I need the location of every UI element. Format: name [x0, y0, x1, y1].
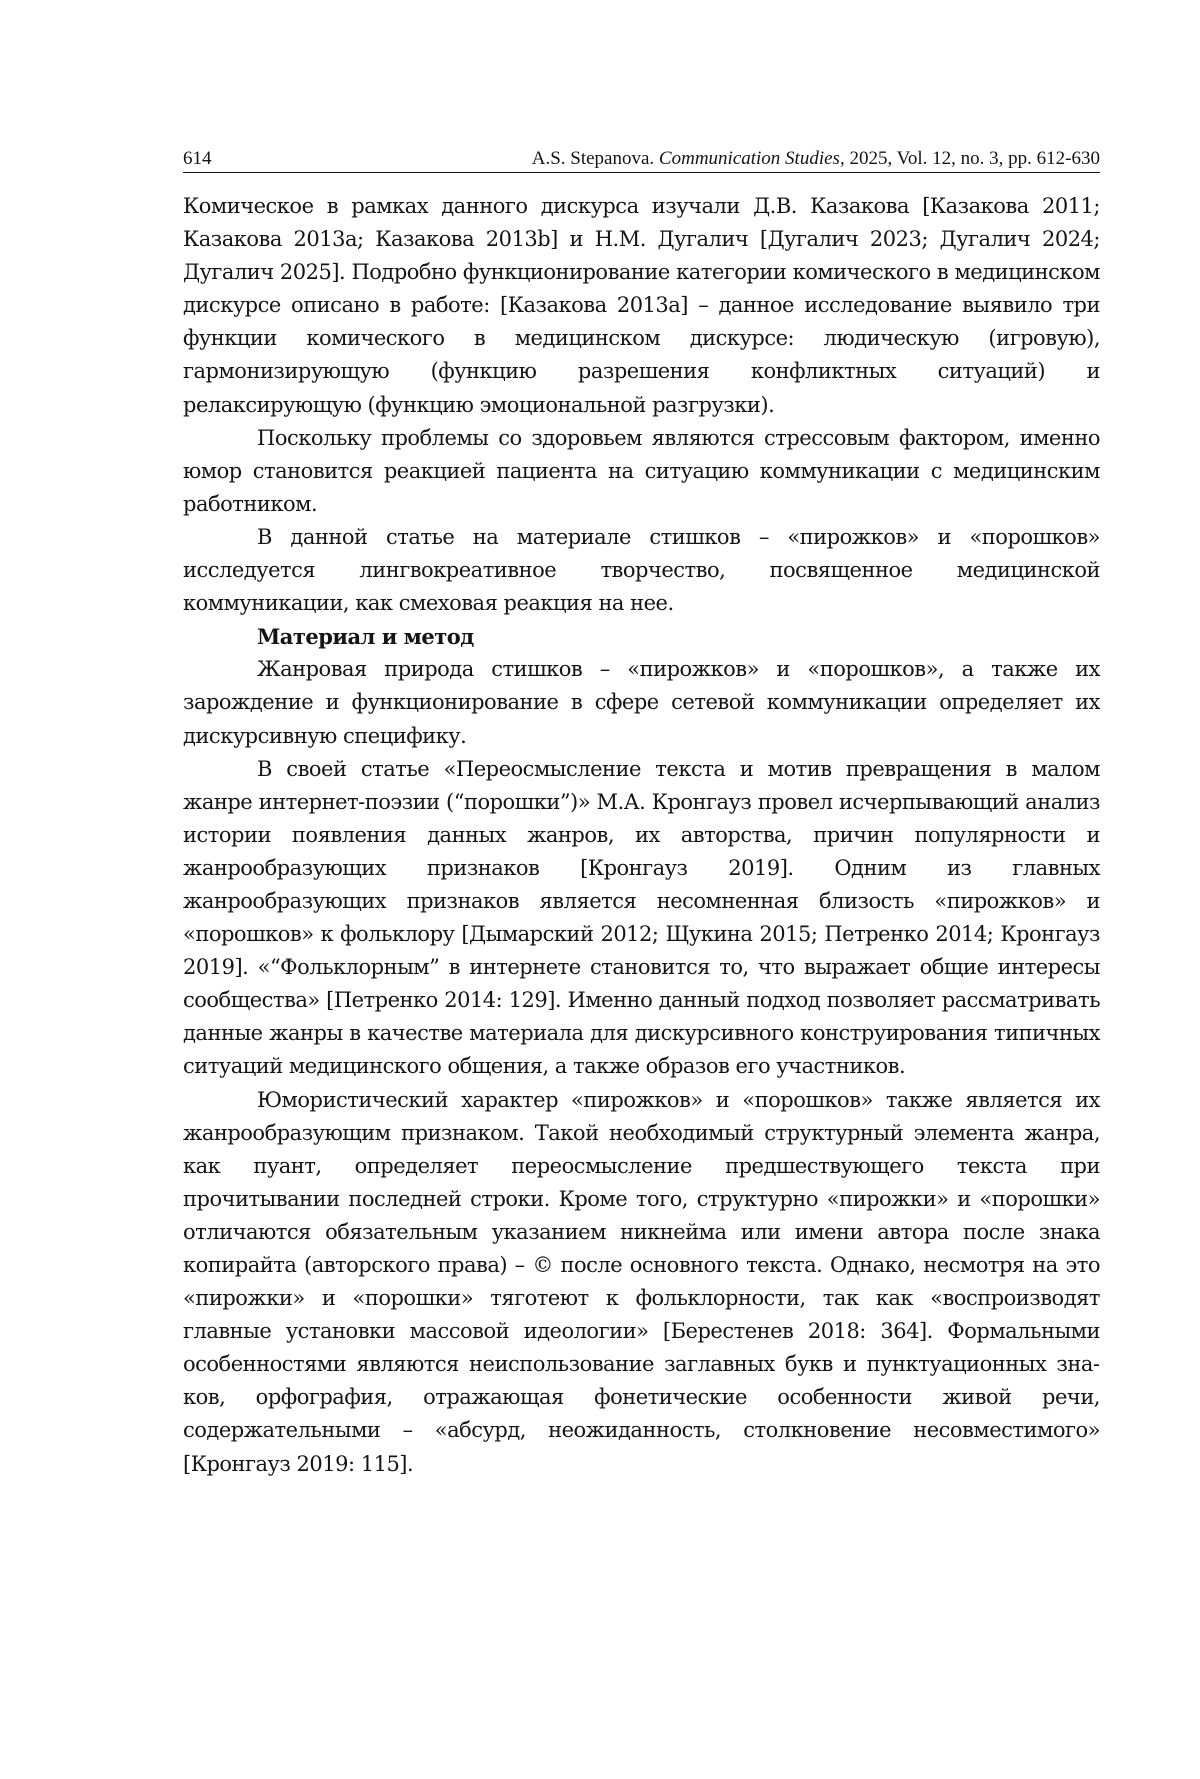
paragraph-krongauz-analysis: В своей статье «Переосмысление текста и мотив превращения в малом жанре интернет-поэзии (“порошки”)» М.А. Кронгауз провел исчерпывающий анализ истории появления данных жанров, их авторства, причин популярности и жанрообразующих признаков [Кронгауз 2019]. Одним из главных жанрообразующих признаков является несомненная близость «пирожков» и «порошков» к фольклору [Дымарский 2012; Щукина 2015; Петренко 2014; Кронгауз 2019]. «“Фольклорным” в интернете становится то, что выражает общие интересы сообщества» [Петренко 2014: 129]. Именно данный подход позволяет рассматривать данные жанры в качестве материала для дискурсивного конструирования типичных ситуаций медицинского общения, а также образов его участников.: [183, 756, 1100, 1079]
running-head-details: , 2025, Vol. 12, no. 3, pp. 612-630: [839, 148, 1100, 169]
paragraph-comic-studies: Комическое в рамках данного дискурса изучали Д.В. Казакова [Казакова 2011; Казакова 2013a; Казакова 2013b] и Н.М. Дугалич [Дугалич 2023; Дугалич 2024; Дугалич 2025]. Подробно функционирование категории комического в медицинском дискурсе описано в работе: [Казакова 2013a] – данное исследование выявило три функции комического в медицинском дискурсе: людическую (игровую), гармонизирующую (функцию разрешения конфликтных ситуаций) и релаксирующую (функцию эмоциональной разгрузки).: [183, 194, 1100, 417]
paragraph-genre-nature: Жанровая природа стишков – «пирожков» и «порошков», а также их зарождение и функционирование в сфере сетевой коммуникации определяет их дискурсивную специфику.: [183, 657, 1100, 748]
page-number: 614: [183, 148, 212, 169]
section-heading: Материал и метод: [257, 624, 474, 650]
article-body: [183, 190, 1100, 1481]
paragraph-humorous-character: Юмористический характер «пирожков» и «порошков» также является их жанрообразующим признаком. Такой необходимый структурный элемента жанра, как пуант, определяет переосмысление предшествующего текста при прочитывании последней строки. Кроме того, структурно «пирожки» и «порошки» отличаются обязательным указанием никнейма или имени автора после знака копирайта (авторского права) – © после основного текста. Однако, несмотря на это «пирожки» и «порошки» тяготеют к фольклорности, так как «воспроизводят главные установки массовой идеологии» [Берестенев 2018: 364]. Формальными особенностями являются неиспользование заглавных букв и пунктуационных знаков, орфография, отражающая фонетические особенности живой речи, содержательными – «абсурд, неожиданность, столкновение несовместимого» [Кронгауз 2019: 115].: [183, 1087, 1100, 1476]
running-head-journal: Communication Studies: [658, 148, 840, 169]
running-head: [532, 146, 1100, 172]
running-header: [183, 146, 1100, 173]
running-head-author: A.S. Stepanova.: [531, 148, 659, 169]
paragraph-article-scope: В данной статье на материале стишков – «пирожков» и «порошков» исследуется лингвокреативное творчество, посвященное медицинской коммуникации, как смеховая реакция на нее.: [183, 524, 1100, 616]
paragraph-humor-reaction: Поскольку проблемы со здоровьем являются стрессовым фактором, именно юмор становится реакцией пациента на ситуацию коммуникации с медицинским работником.: [183, 425, 1100, 516]
